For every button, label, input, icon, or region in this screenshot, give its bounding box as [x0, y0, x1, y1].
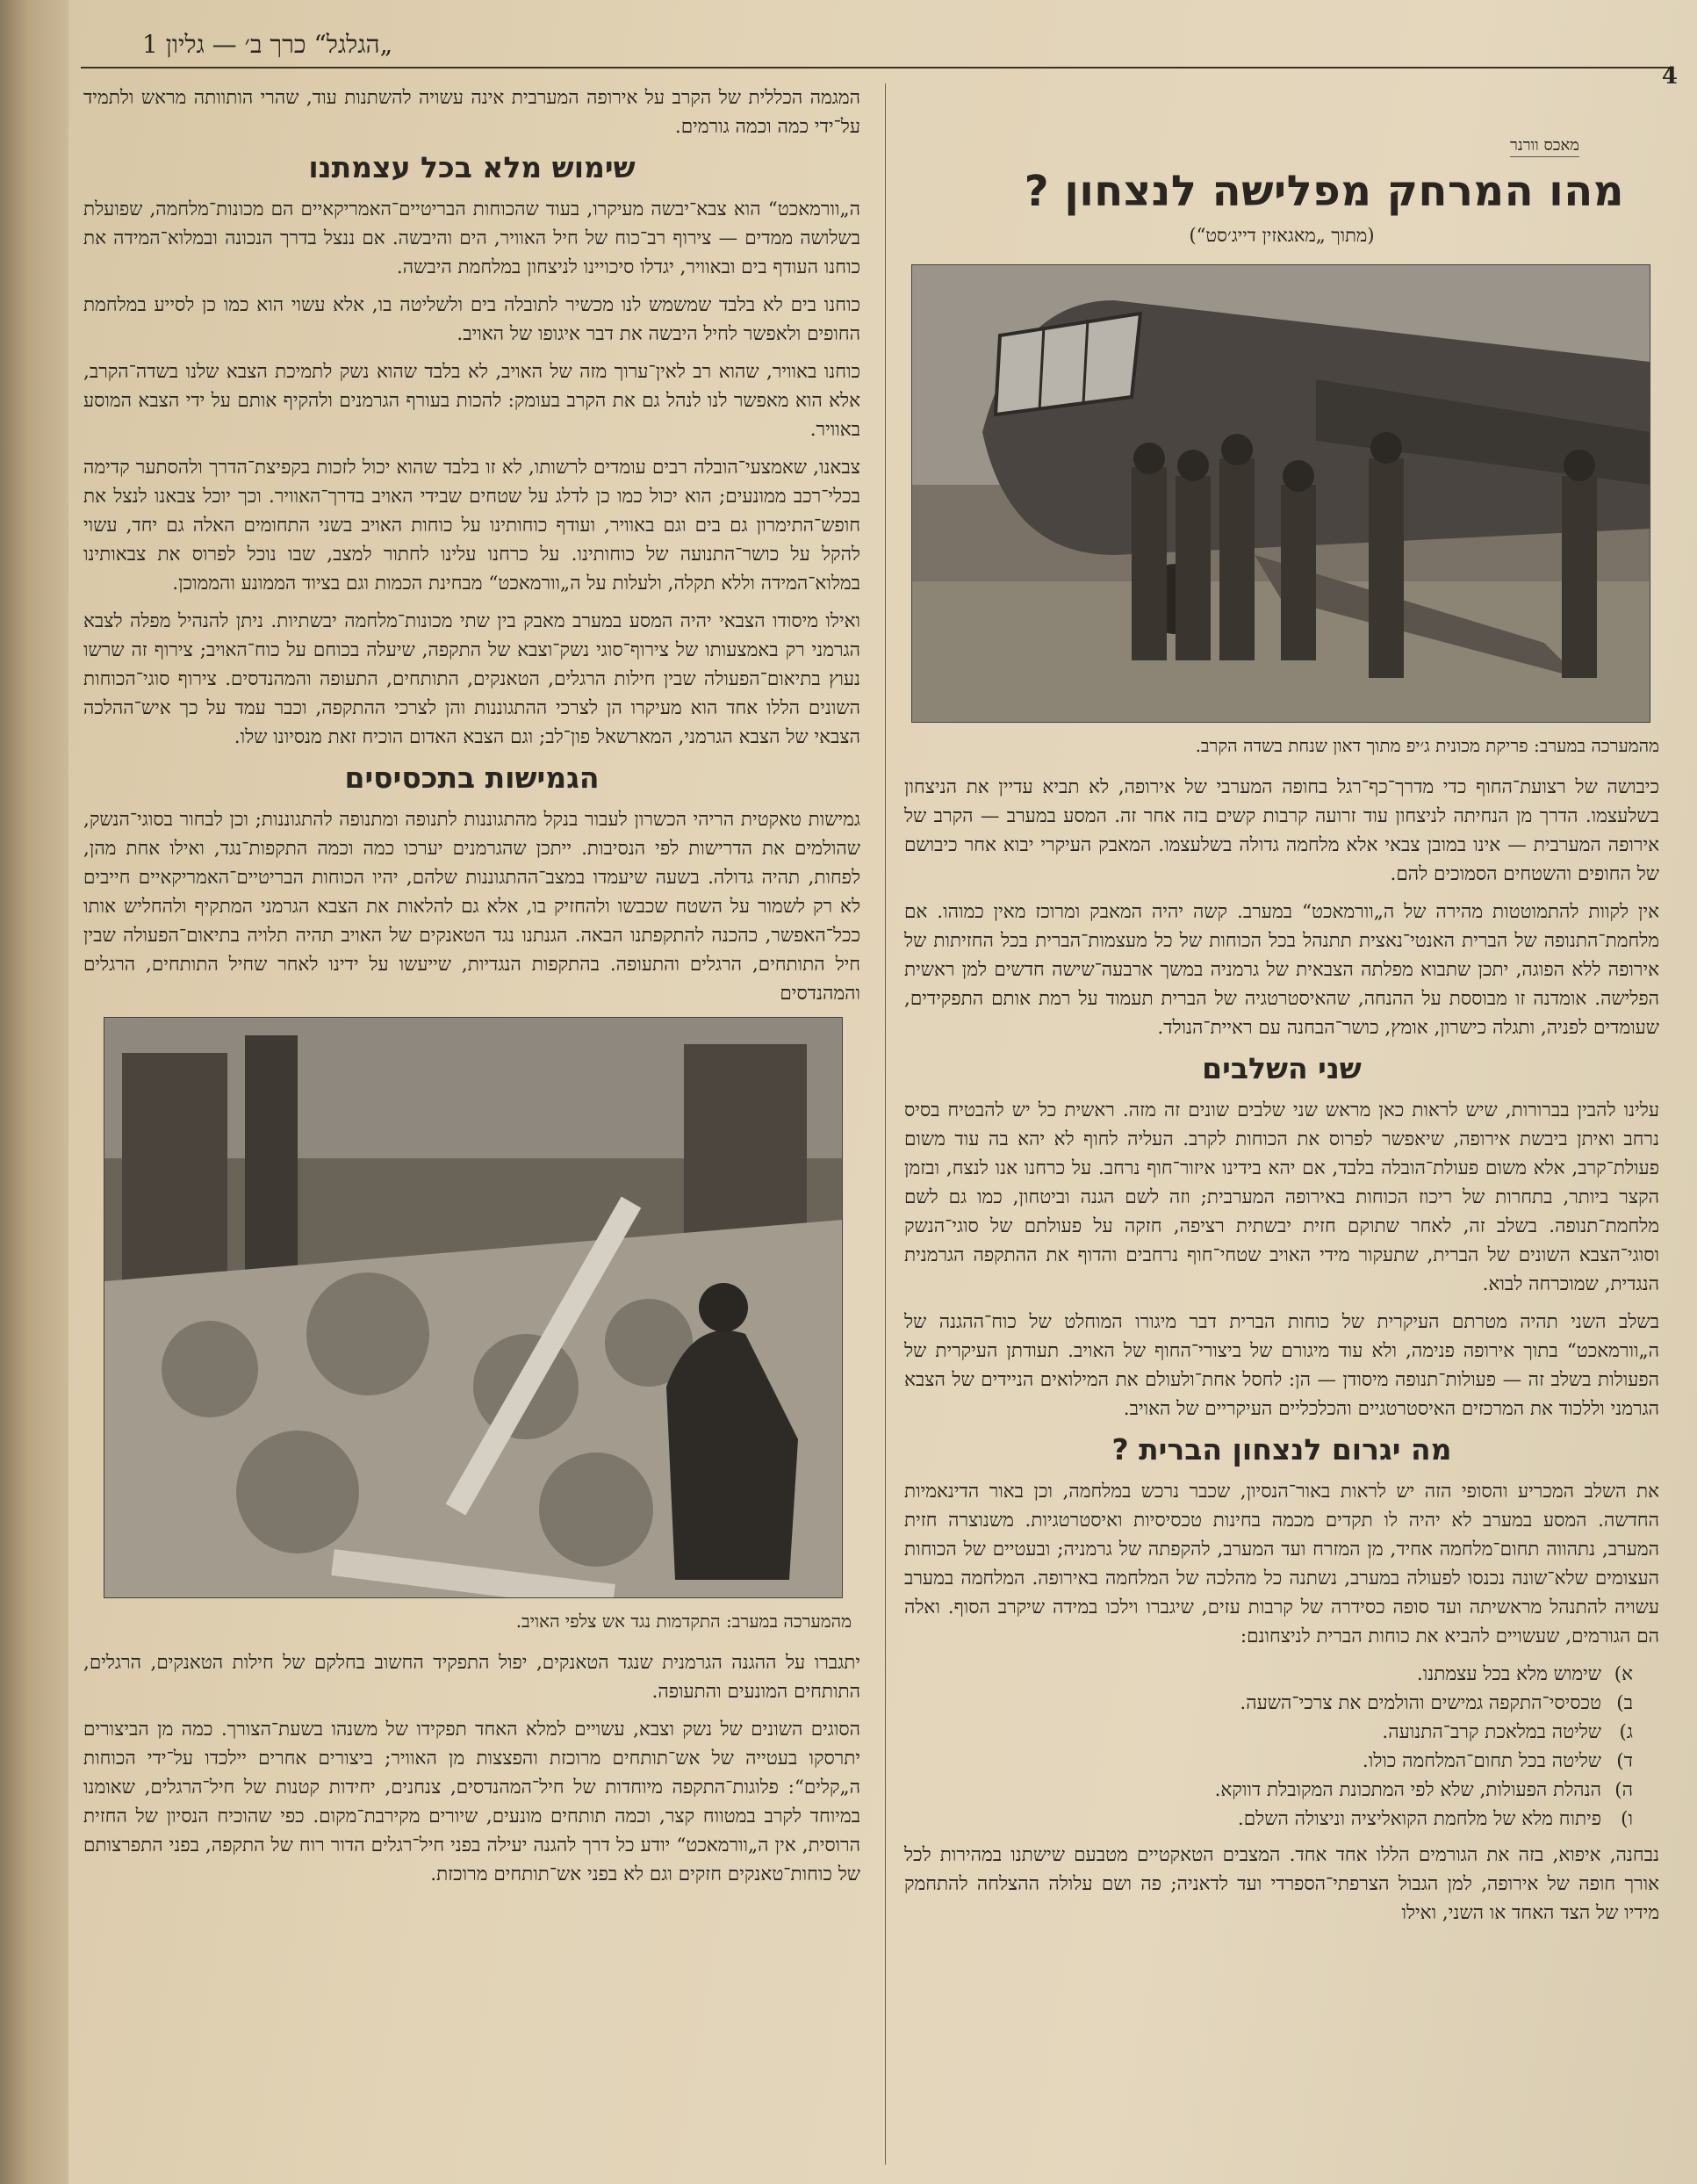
glider-photo-illustration — [912, 265, 1650, 722]
running-head: „הגלגל“ כרך ב׳ — גליון 1 — [142, 30, 393, 59]
page-header — [81, 25, 1670, 68]
paragraph: המגמה הכללית של הקרב על אירופה המערבית אינה עשויה להשתנות עוד, שהרי הותוותה מראש ולתמיד על־ידי כמה וכמה גורמים. — [83, 87, 860, 138]
page-number: 4 — [1661, 63, 1678, 90]
section-heading-flexibility: הגמישות בתכסיסים — [344, 760, 600, 795]
book-spine — [0, 0, 72, 2184]
right-column — [904, 83, 1659, 1936]
paragraph: ה„וורמאכט“ הוא צבא־יבשה מעיקרו, בעוד שהכוחות הבריטיים־האמריקאיים הם מכונות־מלחמה, שפועלת בשלושה ממדים — צירוף רב־כוח של חיל האוויר, הים והיבשה. אם ננצל בדרך הנכונה ובמלוא־המידה את כוחנו העודף בים ובאוויר, יגדלו סיכויינו לניצחון במלחמת היבשה. — [83, 198, 860, 278]
paragraph: את השלב המכריע והסופי הזה יש לראות באור־הנסיון, שכבר נרכש במלחמה, וכן באור הדינאמיות החדשה. המסע במערב לא יהיה לו תקדים מכמה בחינות טכסיסיות ואיסטרטגיות. משנוצרה חזית המערב, נתהווה תחום־מלחמה אחיד, מן המזרח ועד המערב, להקפתה של גרמניה; ובעטיים של הכוחות העצומים שלא־שונה נכנסו לפעולה במערב, נשתנה כל מהלכה של המלחמה באירופה. המלחמה במערב עשויה להתנהל מראשיתה ועד סופה כסידרה של קרבות עזים, שיגברו וילכו במידה שיקרב הסוף. ואלה הם הגורמים, שעשויים להביא את כוחות הברית לניצחונם: — [904, 1481, 1659, 1647]
list-item: א)שימוש מלא בכל עצמתנו. — [1416, 1663, 1633, 1685]
list-item: ה)הנהלת הפעולות, שלא לפי המתכונת המקובלת דווקא. — [1214, 1779, 1633, 1801]
paragraph: כוחנו בים לא בלבד שמשמש לנו מכשיר לתובלה בים ולשליטה בו, אלא עשוי הוא כמו כן לסייע במלחמת החופים ולאפשר לחיל היבשה את דבר איגופו של האויב. — [83, 294, 860, 345]
ruins-photo-illustration — [104, 1018, 842, 1597]
section-heading-what-causes: מה יגרום לנצחון הברית ? — [1111, 1432, 1452, 1467]
list-item: ד)שליטה בכל תחום־המלחמה כולו. — [1362, 1750, 1633, 1772]
paragraph: כוחנו באוויר, שהוא רב לאין־ערוך מזה של האויב, לא בלבד שהוא נשק לתמיכת הצבא שלנו בשדה־הקרב, אלא הוא מאפשר לנו לנהל גם את הקרב בעומק: להכות בעורף הגרמנים ולהקיף אותם על ידי הצבא המוסע באוויר. — [83, 361, 860, 441]
list-item: ב)טכסיסי־התקפה גמישים והולמים את צרכי־השעה. — [1240, 1692, 1633, 1714]
article-title: מהו המרחק מפלישה לנצחון ? — [1024, 167, 1624, 216]
list-item: ג)שליטה במלאכת קרב־התנועה. — [1382, 1721, 1633, 1743]
section-heading-two-phases: שני השלבים — [1202, 1051, 1362, 1085]
section-heading-full-use: שימוש מלא בכל עצמתנו — [308, 150, 636, 184]
factor-list — [904, 1660, 1633, 1834]
paragraph: עלינו להבין בברורות, שיש לראות כאן מראש שני שלבים שונים זה מזה. ראשית כל יש להבטיח בסיס נרחב ואיתן ביבשת אירופה, שיאפשר לפרוס את הכוחות לקרב. העליה לחוף לא יהא בה עוד משום פעולת־קרב, אלא משום פעולת־הובלה בלבד, אם יהא בידינו איזור־חוף נרחב. על כרחנו אנו לנצח, ובזמן הקצר ביותר, בתחרות של ריכוז הכוחות באירופה המערבית; וזה לשם הגנה וביטחון, כמו גם לשם מלחמת־תנופה. בשלב זה, לאחר שתוקם חזית יבשתית רציפה, חזקה על פעולתם של סוגי־הנשק וסוגי־הצבא השונים של הברית, שתעקור מידי האויב שטחי־חוף נרחבים והדוף את ההתקפה הגרמנית הנגדית, שמוכרחה לבוא. — [904, 1099, 1659, 1295]
paragraph: אין לקוות להתמוטטות מהירה של ה„וורמאכט“ במערב. קשה יהיה המאבק ומרוכז מאין כמוהו. אם מלחמת־התנופה של הברית האנטי־נאצית תתנהל בכל הכוחות של כל מעצמות־הברית בכל החזיתות של אירופה ללא הפוגה, יתכן שתבוא מפלתה הצבאית של גרמניה במשך ארבעה־שישה חדשים למן ראשית הפלישה. אומדנה זו מבוססת על ההנחה, שהאיסטרטגיה של הברית תעמוד על רמת אותם התפקידים, שעומדים לפניה, ותגלה כישרון, אומץ, כושר־הבחנה עם ראיית־הנולד. — [904, 901, 1659, 1039]
paragraph: הסוגים השונים של נשק וצבא, עשויים למלא האחד תפקידו של משנהו בשעת־הצורך. כמה מן הביצורים יתרסקו בעטייה של אש־תותחים מרוכזת והפצצות מן האוויר; ביצורים אחרים יילכדו על־ידי הכוחות ה„קלים“: פלוגות־התקפה מיוחדות של חיל־המהנדסים, צנחנים, יחידות קטנות של חיל־הרגלים, שאומנו במיוחד לקרב במטווח קצר, וכמה תותחים מונעים, שיורים מקירבת־מקום. כפי שהוכיח הנסיון של החזית הרוסית, אין ה„וורמאכט“ יודע כל דרך להגנה יעילה בפני חיל־רגלים הדור רוח של התקפה, בפני התפרצותם של כוחות־טאנקים חזקים וגם לא בפני אש־תותחים מרוכזת. — [83, 1719, 860, 1885]
paragraph: כיבושה של רצועת־החוף כדי מדרך־כף־רגל בחופה המערבי של אירופה, לא תביא עדיין את הניצחון בשלעצמו. הדרך מן הנחיתה לניצחון עוד זרועה קרבות קשים בזה אחר זה. המסע במערב — הקרב של אירופה המערבית — אינו במובן צבאי אלא מלחמה גדולה בשלעצמו. המאבק העיקרי יבוא אחר כיבושם של החופים והשטחים הסמוכים להם. — [904, 776, 1659, 885]
paragraph: בשלב השני תהיה מטרתם העיקרית של כוחות הברית דבר מיגורו המוחלט של כוח־ההגנה של ה„וורמאכט“ בתוך אירופה פנימה, ולא עוד מיגורם של ביצורי־החוף של האויב. תעודתן העיקרית של הפעולות בשלב זה — פעולות־תנופה מיסודן — הן: לחסל אחת־ולעולם את המילואים הניידים של הצבא הגרמני וללכוד את המרכזים האיסטרטגיים והכלכליים העיקריים של האויב. — [904, 1311, 1659, 1420]
photo-ruins-soldiers — [104, 1017, 843, 1598]
photo-glider-jeep — [911, 264, 1650, 723]
article-source: (מתוך „מאגאזין דייג׳סט“) — [1189, 225, 1375, 246]
paragraph: ואילו מיסודו הצבאי יהיה המסע במערב מאבק בין שתי מכונות־מלחמה יבשתיות. ניתן להנהיל מפלה לצבא הגרמני רק באמצעותו של צירוף־סוגי נשק־וצבא של התקפה, שיעלה בכוחם על כוח־האויב; צירוף זה שרשו נעוץ בתיאום־הפעולה שבין חילות הרגלים, הטאנקים, התותחים, התעופה והמהנדסים. צירוף סוגי־הכוחות השונים הללו אחד הוא מעיקרו הן לצרכי ההתגוננות והן לצרכי ההתקפה, וכבר עמד על כך איש־ההלכה הצבאי של הצבא הגרמני, המארשאל פון־לב; וגם הצבא האדום הוכיח זאת מנסיונו שלו. — [83, 610, 860, 748]
column-divider — [885, 83, 886, 2165]
photo-top-caption: מהמערכה במערב: פריקת מכונית ג׳יפ מתוך דאון שנחת בשדה הקרב. — [1195, 735, 1659, 756]
paragraph: צבאנו, שאמצעי־הובלה רבים עומדים לרשותו, לא זו בלבד שהוא יכול לזכות בקפיצת־הדרך ולהסתער קדימה בכלי־רכב ממונעים; הוא יכול כמו כן לדלג על שטחים שבידי האויב בדרך־האוויר. וכך יוכל צבאנו לנצל את חופש־התימרון גם בים וגם באוויר, ועודף כוחותינו על כוחות האויב בשני התחומים האלה גם יחד, עשוי להקל על כושר־התנועה של כוחותינו. על כרחנו עלינו לחתור למצב, שבו נוכל לפרוס את צבאותינו במלוא־המידה וללא תקלה, ולעלות על ה„וורמאכט“ מבחינת הכמות וגם בציוד הממונע והממוכן. — [83, 457, 860, 595]
left-column — [83, 83, 860, 1898]
paragraph: יתגברו על ההגנה הגרמנית שנגד הטאנקים, יפול התפקיד החשוב בחלקם של חילות הטאנקים, הרגלים, התותחים המונעים והתעופה. — [83, 1652, 860, 1703]
photo-bottom-caption: מהמערכה במערב: התקדמות נגד אש צלפי האויב. — [515, 1611, 852, 1632]
paragraph: נבחנה, איפוא, בזה את הגורמים הללו אחד אחד. המצבים הטאקטיים מטבעם שישתנו במהירות לכל אורך חופה של אירופה, למן הגבול הצרפתי־הספרדי ועד לדאניה; פה ושם עלולה ההצלחה להתחמק מידיו של הצד האחד או השני, ואילו — [904, 1844, 1659, 1924]
byline: מאכס וורנר — [1510, 136, 1579, 157]
list-item: ו)פיתוח מלא של מלחמת הקואליציה וניצולה השלם. — [1237, 1808, 1633, 1830]
paragraph: גמישות טאקטית הריהי הכשרון לעבור בנקל מהתגוננות לתנופה ומתנופה להתגוננות; וכן לבחור בסוגי־הנשק, שהולמים את הדרישות לפי הנסיבות. ייתכן שהגרמנים יערכו כמה וכמה התקפות־נגד, ואילו אחת מהן, לפחות, תהיה גדולה. בשעה שיעמדו במצב־ההתגוננות שלהם, יהיו הכוחות הבריטיים־האמריקאיים חייבים לא רק לשמור על השטח שכבשו ולהחזיק בו, אלא גם להלאות את הצבא הגרמני המתקיף ולהחליש אותו ככל־האפשר, כהכנה להתקפתנו הבאה. הגנתנו נגד הטאנקים של האויב תהיה תלויה בתיאום־הפעולה שבין חיל התותחים, הרגלים והתעופה. בהתקפות הנגדיות, שייעשו על ידינו לאחר שחיל התותחים, הרגלים והמהנדסים — [83, 809, 860, 1005]
